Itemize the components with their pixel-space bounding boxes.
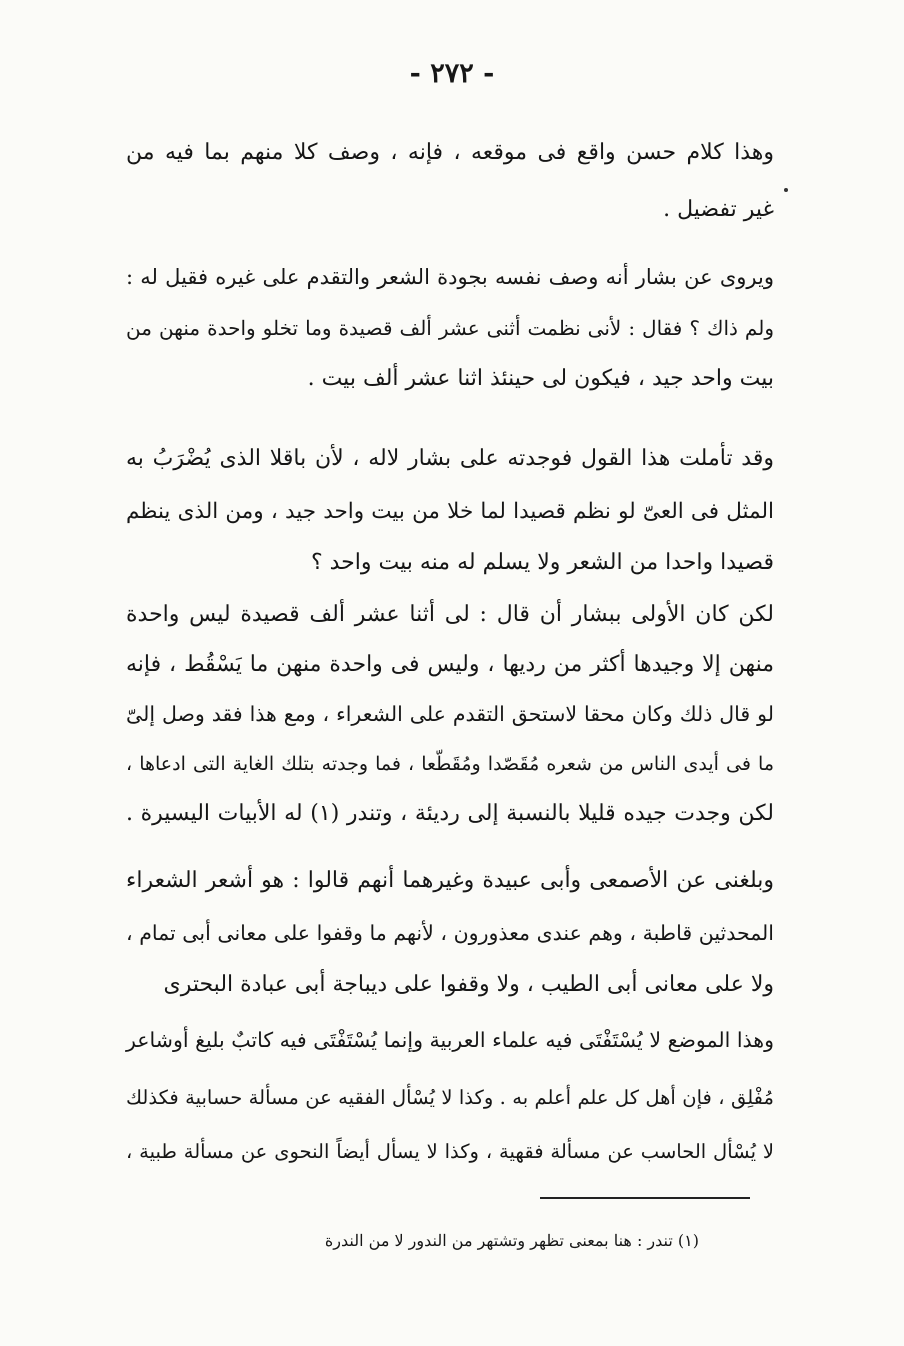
text-line: ولا على معانى أبى الطيب ، ولا وقفوا على ديباجة أبى عبادة البحترى [163, 972, 774, 997]
text-line: غير تفضيل . [663, 197, 774, 222]
text-line: مُفْلِق ، فإن أهل كل علم أعلم به . وكذا لا يُسْأل الفقيه عن مسألة حسابية فكذلك [126, 1086, 774, 1109]
text-line: لكن كان الأولى ببشار أن قال : لى أثنا عشر ألف قصيدة ليس واحدة [126, 602, 774, 627]
text-line: ما فى أيدى الناس من شعره مُقَصّدا ومُقَطّعا ، فما وجدته بتلك الغاية التى ادعاها ، [126, 753, 774, 775]
text-line: لو قال ذلك وكان محقا لاستحق التقدم على الشعراء ، ومع هذا فقد وصل إلىّ [126, 702, 774, 726]
footnote: (١) تندر : هنا بمعنى تظهر وتشتهر من الندور لا من الندرة [324, 1231, 699, 1250]
text-line: وقد تأملت هذا القول فوجدته على بشار لاله ، لأن باقلا الذى يُضْرَبُ به [126, 446, 774, 471]
text-line: المحدثين قاطبة ، وهم عندى معذورون ، لأنهم ما وقفوا على معانى أبى تمام ، [126, 921, 774, 945]
text-line: وهذا الموضع لا يُسْتَفْتَى فيه علماء العربية وإنما يُسْتَفْتَى فيه كاتبٌ بليغ أوشاعر [126, 1028, 774, 1052]
text-line: وهذا كلام حسن واقع فى موقعه ، فإنه ، وصف كلا منهم بما فيه من [126, 140, 774, 165]
text-line: ويروى عن بشار أنه وصف نفسه بجودة الشعر والتقدم على غيره فقيل له : [126, 265, 774, 289]
text-line: المثل فى العىّ لو نظم قصيدا لما خلا من بيت واحد جيد ، ومن الذى ينظم [126, 499, 774, 524]
text-line: وبلغنى عن الأصمعى وأبى عبيدة وغيرهما أنهم قالوا : هو أشعر الشعراء [126, 868, 774, 893]
text-line: لكن وجدت جيده قليلا بالنسبة إلى رديئة ، وتندر (١) له الأبيات اليسيرة . [126, 801, 775, 826]
text-line: منهن إلا وجيدها أكثر من رديها ، وليس فى واحدة منهن ما يَسْقُط ، فإنه [126, 652, 774, 677]
text-line: بيت واحد جيد ، فيكون لى حينئذ اثنا عشر ألف بيت . [307, 366, 774, 391]
text-line: لا يُسْأل الحاسب عن مسألة فقهية ، وكذا لا يسأل أيضاً النحوى عن مسألة طبية ، [126, 1140, 774, 1163]
page-number: - ٢٧٢ - [409, 58, 495, 89]
text-line: قصيدا واحدا من الشعر ولا يسلم له منه بيت واحد ؟ [310, 550, 774, 575]
scan-speck [784, 188, 788, 192]
footnote-divider [540, 1197, 750, 1199]
text-line: ولم ذاك ؟ فقال : لأنى نظمت أثنى عشر ألف قصيدة وما تخلو واحدة منهن من [126, 316, 774, 340]
